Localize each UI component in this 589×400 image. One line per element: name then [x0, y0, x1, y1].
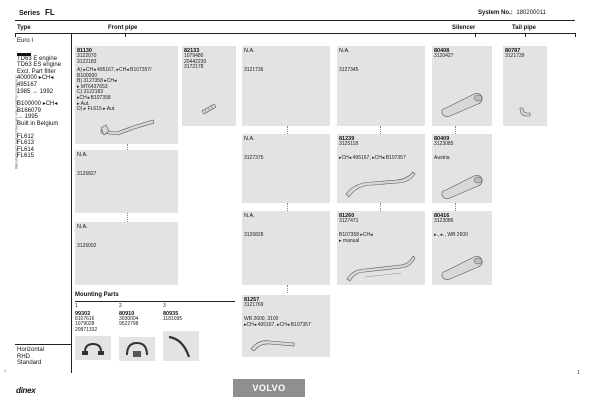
connector-dots	[455, 126, 456, 134]
fitment-notes: Austria	[434, 155, 450, 161]
system-number-value: 180200011	[516, 10, 546, 16]
engine-line-5: 495167	[17, 81, 38, 88]
build-line-4: Built in Belgium	[17, 120, 59, 127]
part-number: 80935	[163, 310, 179, 317]
system-number: System No.: 180200011	[478, 10, 546, 16]
model-4: FL615	[17, 153, 35, 160]
part-81130-box[interactable]	[75, 46, 178, 144]
oem-numbers: 3122070 3122183	[77, 53, 97, 65]
oem-number: 1079028	[75, 321, 95, 328]
side-note: Manufacturer's part numbers are only used for comparison	[14, 75, 19, 169]
clamp-image	[75, 336, 111, 360]
part-81257-box[interactable]	[242, 295, 330, 357]
type-panel	[17, 38, 69, 160]
build-line-3: → 1995	[17, 114, 39, 121]
na-mid-2-box[interactable]	[242, 211, 330, 285]
strap-image	[163, 331, 199, 361]
part-number: 81260	[339, 213, 355, 219]
tick-silencer	[475, 33, 476, 37]
type-column-line	[71, 33, 72, 373]
item-index: 3	[163, 303, 166, 309]
oem-numbers: 1079480 20442230 3172178	[184, 53, 207, 71]
pipe-drawing	[248, 333, 298, 353]
part-number: N.A.	[244, 213, 255, 219]
part-80416-box[interactable]	[432, 211, 492, 285]
part-82133-box[interactable]	[182, 46, 236, 126]
part-number: 82133	[184, 48, 200, 54]
part-number: N.A.	[77, 152, 88, 158]
na-front-1-box[interactable]	[242, 46, 330, 126]
column-silencer: Silencer	[452, 25, 476, 31]
engine-line-3: Excl. Part filter	[17, 68, 56, 75]
fitment-notes: ▸., ▸., WB 2600	[434, 232, 468, 238]
column-tail-pipe: Tail pipe	[512, 25, 536, 31]
oem-number: 3127345	[339, 67, 359, 73]
euro-class: Euro I	[17, 38, 34, 44]
variant: Standard	[17, 360, 42, 367]
fitment-notes: B107358 ▸CH◂ ▸ manual	[339, 232, 373, 244]
engine-line-6: 1985 → 1992	[17, 88, 54, 95]
mounting-parts-title: Mounting Parts	[75, 292, 119, 298]
column-type: Type	[17, 25, 31, 31]
build-line-2: B166079	[17, 107, 42, 114]
connector-dots	[287, 126, 288, 134]
bracket-icon	[119, 337, 155, 361]
oem-number: 3127471	[339, 218, 359, 224]
silencer-drawing	[438, 88, 486, 118]
na-sil-1-box[interactable]	[337, 46, 425, 126]
part-number: 80416	[434, 213, 450, 219]
item-index: 2	[119, 303, 122, 309]
model-2: FL613	[17, 140, 35, 147]
part-number: N.A.	[244, 48, 255, 54]
item-index: 1	[75, 303, 78, 309]
tick-front	[125, 33, 126, 37]
front-pipe-drawing	[97, 116, 157, 140]
column-divider	[15, 33, 575, 34]
column-front-pipe: Front pipe	[108, 25, 138, 31]
na-front-3-box[interactable]	[75, 222, 178, 285]
engine-line-4: 400000 ▸CH◂	[17, 75, 54, 82]
oem-number: 3121739	[505, 53, 525, 59]
fitment-notes: ▸CH◂ 495167, ▸CH◂ B107357	[339, 155, 406, 161]
connector-dots	[127, 144, 128, 150]
dinex-logo: dinex	[16, 386, 36, 395]
part-number: N.A.	[339, 48, 350, 54]
part-81239-box[interactable]	[337, 134, 425, 203]
model-3: FL614	[17, 146, 35, 153]
oem-number: 3121769	[244, 302, 264, 308]
fitment-notes: A) ▸CH◂ 495167, ▸CH◂ B107357/ B100000 B) 3127358 ▸CH◂ ▸ MT6437653 C) 3122183 ▸CH◂ B107358 ▸ Aut. D) ▸ FL615 ▸ Aut.	[77, 67, 152, 113]
part-number: 81239	[339, 136, 355, 142]
part-number: 80408	[434, 48, 450, 54]
engine-line-2: TD63 ES engine	[17, 62, 62, 69]
part-number: 80910	[119, 310, 135, 317]
footer-right-page: 1	[577, 370, 580, 376]
oem-number: 3125118	[339, 141, 359, 147]
mounting-item-2[interactable]	[119, 304, 159, 361]
fitment-notes: WB 2600, 3100 ▸CH◂ 495167, ▸CH◂ B107357	[244, 316, 311, 328]
connector-dots	[127, 213, 128, 222]
oem-number: 3123085	[434, 141, 454, 147]
oem-number: 3126827	[77, 171, 97, 177]
oem-number: 1181095	[163, 315, 183, 322]
pipe-drawing	[343, 253, 419, 283]
part-80409-box[interactable]	[432, 134, 492, 203]
na-mid-1-box[interactable]	[242, 134, 330, 203]
part-number: N.A.	[77, 224, 88, 230]
mounting-divider	[75, 301, 235, 302]
part-80408-box[interactable]	[432, 46, 492, 126]
connector-dots	[287, 203, 288, 211]
tail-pipe-drawing	[517, 104, 533, 120]
oem-number: 8107616	[75, 315, 95, 322]
part-number: 80787	[505, 48, 521, 54]
oem-number: 3121736	[244, 67, 264, 73]
pipe-drawing	[343, 168, 419, 200]
tick-right	[575, 33, 576, 37]
clamp-icon	[75, 336, 111, 360]
oem-number: 3126828	[244, 232, 264, 238]
connector-dots	[380, 203, 381, 211]
connector-dots	[287, 285, 288, 293]
tick-tail	[525, 33, 526, 37]
build-line-1: B100000 ▸CH◂	[17, 101, 58, 108]
oem-number: 3030004	[119, 315, 139, 322]
oem-number: 3127375	[244, 155, 264, 161]
bracket-image	[119, 337, 155, 361]
mounting-item-3[interactable]	[163, 304, 203, 361]
series-value: FL	[44, 8, 55, 17]
part-number: 81130	[77, 48, 92, 54]
part-number: 99302	[75, 310, 91, 317]
oem-number: 9522798	[119, 321, 139, 328]
flex-pipe-drawing	[200, 101, 218, 115]
silencer-drawing	[438, 170, 486, 200]
type-bottom	[17, 347, 44, 367]
na-front-2-box[interactable]	[75, 150, 178, 213]
header-divider	[15, 20, 575, 21]
part-80787-box[interactable]	[503, 46, 547, 126]
oem-number: 3120427	[434, 53, 454, 59]
type-bottom-divider	[15, 344, 71, 345]
part-81260-box[interactable]	[337, 211, 425, 285]
orientation: Horizontal	[17, 347, 45, 353]
part-number: 80409	[434, 136, 450, 142]
mounting-item-1[interactable]	[75, 304, 115, 360]
oem-number: 3123086	[434, 218, 454, 224]
part-number: 81257	[244, 297, 260, 303]
strap-icon	[163, 331, 199, 361]
engine-line-1: TD63 E engine	[17, 55, 58, 62]
drive-side: RHD	[17, 353, 30, 360]
footer-left-page: 1	[4, 368, 7, 373]
connector-dots	[380, 126, 381, 134]
part-number: N.A.	[244, 136, 255, 142]
series-label: Series FL	[19, 8, 55, 17]
oem-number: 3126002	[77, 243, 97, 249]
silencer-drawing	[438, 251, 486, 281]
tick-left	[15, 33, 16, 37]
brand-volvo: VOLVO	[233, 379, 305, 397]
model-1: FL612	[17, 133, 35, 140]
oem-number: 20871332	[75, 326, 98, 333]
connector-dots	[455, 203, 456, 211]
